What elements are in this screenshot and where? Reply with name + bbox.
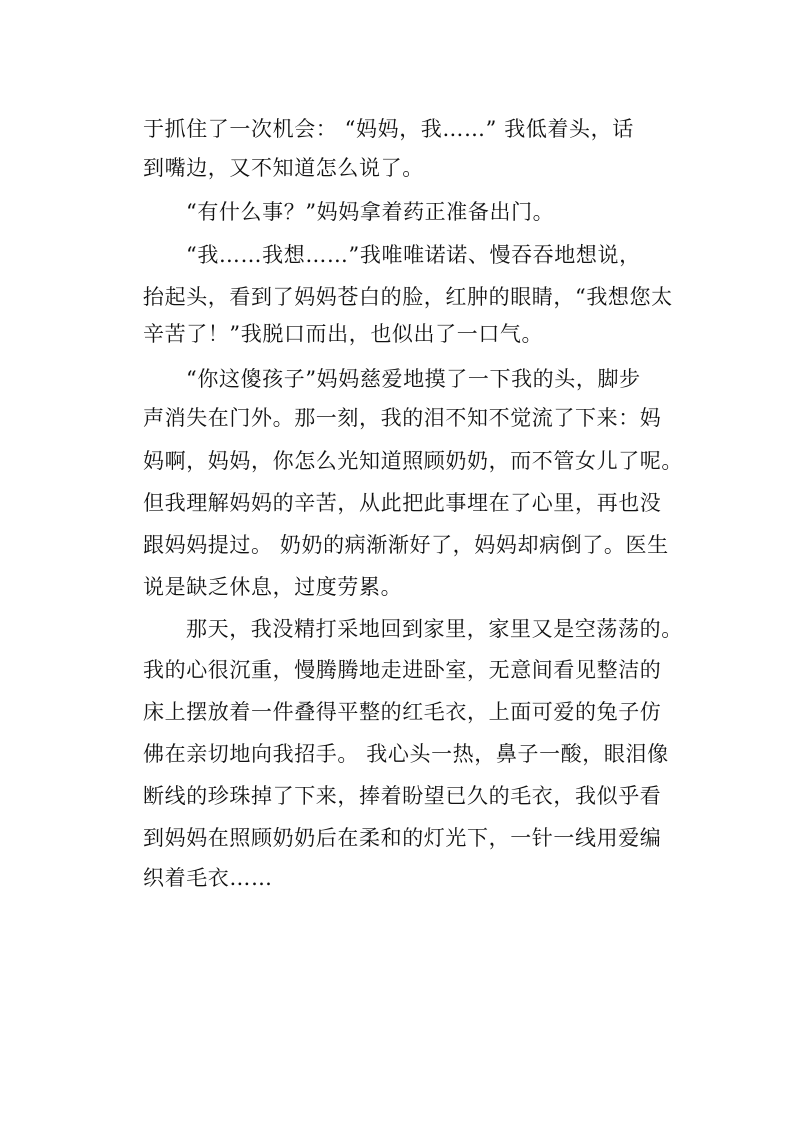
text-line: 声消失在门外。那一刻，我的泪不知不觉流了下来：妈 xyxy=(143,406,662,430)
text-line: 床上摆放着一件叠得平整的红毛衣，上面可爱的兔子仿 xyxy=(143,700,662,724)
text-line: 断线的珍珠掉了下来，捧着盼望已久的毛衣，我似乎看 xyxy=(143,784,662,808)
text-line: 跟妈妈提过。 奶奶的病渐渐好了，妈妈却病倒了。医生 xyxy=(143,533,669,557)
text-line: 那天，我没精打采地回到家里，家里又是空荡荡的。 xyxy=(186,617,683,641)
text-line: 妈啊，妈妈，你怎么光知道照顾奶奶，而不管女儿了呢。 xyxy=(143,449,683,473)
text-line: 织着毛衣…… xyxy=(143,866,273,890)
text-line: 抬起头，看到了妈妈苍白的脸，红肿的眼睛，“我想您太 xyxy=(143,285,673,309)
text-line: 到妈妈在照顾奶奶后在柔和的灯光下，一针一线用爱编 xyxy=(143,826,662,850)
text-line: 于抓住了一次机会： “妈妈，我……” 我低着头，话 xyxy=(143,117,634,141)
text-line: “我……我想……”我唯唯诺诺、慢吞吞地想说， xyxy=(186,243,641,267)
text-line: 辛苦了！”我脱口而出，也似出了一口气。 xyxy=(143,322,544,346)
text-line: 但我理解妈妈的辛苦，从此把此事埋在了心里，再也没 xyxy=(143,491,662,515)
text-line: 说是缺乏休息，过度劳累。 xyxy=(143,575,403,599)
text-line: 我的心很沉重，慢腾腾地走进卧室，无意间看见整洁的 xyxy=(143,658,662,682)
text-line: 到嘴边，又不知道怎么说了。 xyxy=(143,156,424,180)
text-line: 佛在亲切地向我招手。 我心头一热，鼻子一酸，眼泪像 xyxy=(143,742,669,766)
text-line: “有什么事？”妈妈拿着药正准备出门。 xyxy=(186,200,555,224)
text-line: “你这傻孩子”妈妈慈爱地摸了一下我的头，脚步 xyxy=(186,367,641,391)
